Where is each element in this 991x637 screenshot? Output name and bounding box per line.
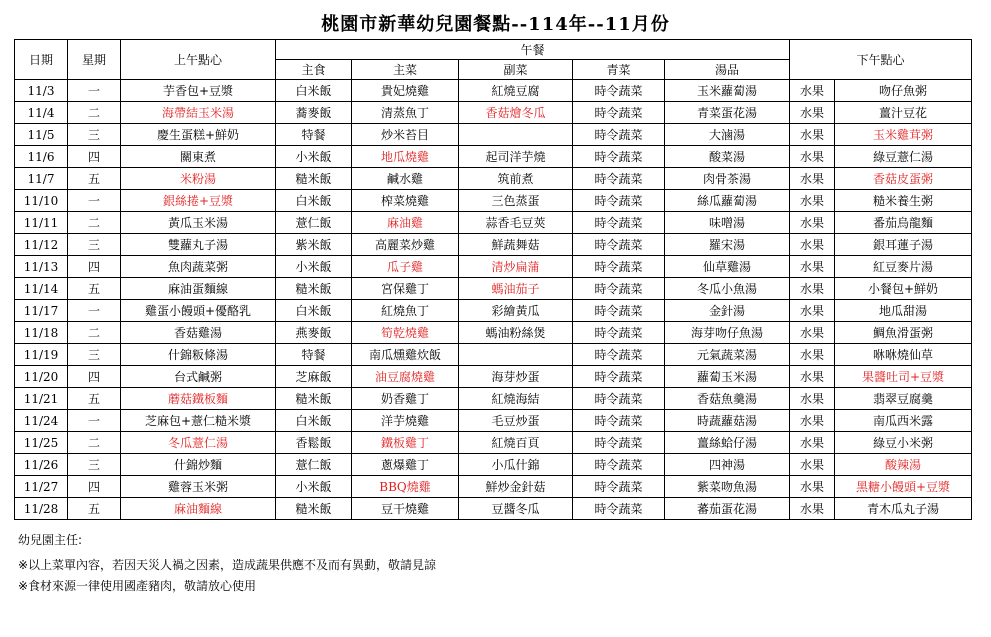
morning-snack-cell: 關東煮 xyxy=(121,146,276,168)
morning-snack-cell: 香菇雞湯 xyxy=(121,322,276,344)
afternoon-snack-cell: 青木瓜丸子湯 xyxy=(835,498,972,520)
weekday-cell: 三 xyxy=(68,454,121,476)
afternoon-snack-cell: 紅豆麥片湯 xyxy=(835,256,972,278)
date-cell: 11/25 xyxy=(15,432,68,454)
side-dish-cell: 蒜香毛豆莢 xyxy=(459,212,573,234)
vegetable-cell: 時令蔬菜 xyxy=(573,344,665,366)
date-cell: 11/19 xyxy=(15,344,68,366)
fruit-cell: 水果 xyxy=(790,388,835,410)
afternoon-snack-cell: 香菇皮蛋粥 xyxy=(835,168,972,190)
morning-snack-cell: 雞蛋小饅頭+優酪乳 xyxy=(121,300,276,322)
staple-cell: 特餐 xyxy=(276,124,352,146)
morning-snack-cell: 蘑菇鐵板麵 xyxy=(121,388,276,410)
main-dish-cell: 洋芋燒雞 xyxy=(352,410,459,432)
table-row xyxy=(15,80,972,102)
main-dish-cell: 紅燒魚丁 xyxy=(352,300,459,322)
table-row xyxy=(15,190,972,212)
main-dish-cell: 蔥爆雞丁 xyxy=(352,454,459,476)
soup-cell: 海芽吻仔魚湯 xyxy=(665,322,790,344)
table-row xyxy=(15,168,972,190)
fruit-cell: 水果 xyxy=(790,212,835,234)
soup-cell: 肉骨茶湯 xyxy=(665,168,790,190)
fruit-cell: 水果 xyxy=(790,454,835,476)
side-dish-cell: 紅燒百頁 xyxy=(459,432,573,454)
afternoon-snack-cell: 咻咻燒仙草 xyxy=(835,344,972,366)
main-dish-cell: 貴妃燒雞 xyxy=(352,80,459,102)
fruit-cell: 水果 xyxy=(790,168,835,190)
fruit-cell: 水果 xyxy=(790,366,835,388)
afternoon-snack-cell: 綠豆小米粥 xyxy=(835,432,972,454)
weekday-cell: 四 xyxy=(68,146,121,168)
staple-cell: 紫米飯 xyxy=(276,234,352,256)
side-dish-cell: 螞油粉絲煲 xyxy=(459,322,573,344)
header-vegetable: 青菜 xyxy=(573,60,665,80)
soup-cell: 蕃茄蛋花湯 xyxy=(665,498,790,520)
morning-snack-cell: 麻油麵線 xyxy=(121,498,276,520)
table-row xyxy=(15,234,972,256)
weekday-cell: 二 xyxy=(68,212,121,234)
main-dish-cell: 榨菜燒雞 xyxy=(352,190,459,212)
table-row xyxy=(15,410,972,432)
vegetable-cell: 時令蔬菜 xyxy=(573,278,665,300)
weekday-cell: 三 xyxy=(68,124,121,146)
fruit-cell: 水果 xyxy=(790,476,835,498)
staple-cell: 蕎麥飯 xyxy=(276,102,352,124)
soup-cell: 仙草雞湯 xyxy=(665,256,790,278)
staple-cell: 薏仁飯 xyxy=(276,212,352,234)
morning-snack-cell: 雞蓉玉米粥 xyxy=(121,476,276,498)
main-dish-cell: 南瓜燻雞炊飯 xyxy=(352,344,459,366)
morning-snack-cell: 什錦炒麵 xyxy=(121,454,276,476)
soup-cell: 冬瓜小魚湯 xyxy=(665,278,790,300)
table-row xyxy=(15,146,972,168)
header-staple: 主食 xyxy=(276,60,352,80)
header-lunch: 午餐 xyxy=(276,40,790,60)
table-row xyxy=(15,388,972,410)
afternoon-snack-cell: 薑汁豆花 xyxy=(835,102,972,124)
soup-cell: 紫菜吻魚湯 xyxy=(665,476,790,498)
fruit-cell: 水果 xyxy=(790,80,835,102)
side-dish-cell: 紅燒海結 xyxy=(459,388,573,410)
weekday-cell: 五 xyxy=(68,498,121,520)
date-cell: 11/26 xyxy=(15,454,68,476)
main-dish-cell: 瓜子雞 xyxy=(352,256,459,278)
side-dish-cell: 筑前煮 xyxy=(459,168,573,190)
afternoon-snack-cell: 鯛魚滑蛋粥 xyxy=(835,322,972,344)
weekday-cell: 二 xyxy=(68,432,121,454)
weekday-cell: 一 xyxy=(68,190,121,212)
main-dish-cell: 宮保雞丁 xyxy=(352,278,459,300)
vegetable-cell: 時令蔬菜 xyxy=(573,410,665,432)
menu-table xyxy=(14,39,972,520)
vegetable-cell: 時令蔬菜 xyxy=(573,498,665,520)
weekday-cell: 二 xyxy=(68,102,121,124)
soup-cell: 羅宋湯 xyxy=(665,234,790,256)
weekday-cell: 三 xyxy=(68,234,121,256)
date-cell: 11/5 xyxy=(15,124,68,146)
soup-cell: 蘿蔔玉米湯 xyxy=(665,366,790,388)
afternoon-snack-cell: 果醬吐司+豆漿 xyxy=(835,366,972,388)
side-dish-cell: 鮮蔬舞菇 xyxy=(459,234,573,256)
soup-cell: 金針湯 xyxy=(665,300,790,322)
main-dish-cell: 奶香雞丁 xyxy=(352,388,459,410)
staple-cell: 芝麻飯 xyxy=(276,366,352,388)
vegetable-cell: 時令蔬菜 xyxy=(573,168,665,190)
date-cell: 11/4 xyxy=(15,102,68,124)
side-dish-cell: 彩繪黃瓜 xyxy=(459,300,573,322)
afternoon-snack-cell: 南瓜西米露 xyxy=(835,410,972,432)
staple-cell: 糙米飯 xyxy=(276,278,352,300)
table-row xyxy=(15,256,972,278)
vegetable-cell: 時令蔬菜 xyxy=(573,476,665,498)
main-dish-cell: 炒米苔目 xyxy=(352,124,459,146)
fruit-cell: 水果 xyxy=(790,344,835,366)
header-morning-snack: 上午點心 xyxy=(121,40,276,80)
main-dish-cell: 清蒸魚丁 xyxy=(352,102,459,124)
date-cell: 11/7 xyxy=(15,168,68,190)
table-row xyxy=(15,322,972,344)
staple-cell: 白米飯 xyxy=(276,80,352,102)
main-dish-cell: 麻油雞 xyxy=(352,212,459,234)
soup-cell: 大滷湯 xyxy=(665,124,790,146)
afternoon-snack-cell: 酸辣湯 xyxy=(835,454,972,476)
morning-snack-cell: 雙蘿丸子湯 xyxy=(121,234,276,256)
fruit-cell: 水果 xyxy=(790,498,835,520)
date-cell: 11/21 xyxy=(15,388,68,410)
afternoon-snack-cell: 黑糖小饅頭+豆漿 xyxy=(835,476,972,498)
main-dish-cell: 高麗菜炒雞 xyxy=(352,234,459,256)
side-dish-cell: 香菇燴冬瓜 xyxy=(459,102,573,124)
staple-cell: 薏仁飯 xyxy=(276,454,352,476)
weekday-cell: 四 xyxy=(68,256,121,278)
vegetable-cell: 時令蔬菜 xyxy=(573,300,665,322)
fruit-cell: 水果 xyxy=(790,300,835,322)
weekday-cell: 三 xyxy=(68,344,121,366)
fruit-cell: 水果 xyxy=(790,124,835,146)
afternoon-snack-cell: 翡翠豆腐羹 xyxy=(835,388,972,410)
afternoon-snack-cell: 玉米雞茸粥 xyxy=(835,124,972,146)
side-dish-cell: 豆醬冬瓜 xyxy=(459,498,573,520)
staple-cell: 特餐 xyxy=(276,344,352,366)
fruit-cell: 水果 xyxy=(790,102,835,124)
soup-cell: 絲瓜蘿蔔湯 xyxy=(665,190,790,212)
weekday-cell: 一 xyxy=(68,300,121,322)
morning-snack-cell: 芋香包+豆漿 xyxy=(121,80,276,102)
morning-snack-cell: 慶生蛋糕+鮮奶 xyxy=(121,124,276,146)
date-cell: 11/18 xyxy=(15,322,68,344)
weekday-cell: 二 xyxy=(68,322,121,344)
table-row xyxy=(15,344,972,366)
date-cell: 11/24 xyxy=(15,410,68,432)
date-cell: 11/10 xyxy=(15,190,68,212)
staple-cell: 小米飯 xyxy=(276,476,352,498)
vegetable-cell: 時令蔬菜 xyxy=(573,256,665,278)
main-dish-cell: 鹹水雞 xyxy=(352,168,459,190)
morning-snack-cell: 冬瓜薏仁湯 xyxy=(121,432,276,454)
staple-cell: 糙米飯 xyxy=(276,498,352,520)
table-row xyxy=(15,498,972,520)
table-row xyxy=(15,278,972,300)
menu-body xyxy=(15,80,972,520)
fruit-cell: 水果 xyxy=(790,410,835,432)
side-dish-cell: 毛豆炒蛋 xyxy=(459,410,573,432)
date-cell: 11/14 xyxy=(15,278,68,300)
table-row xyxy=(15,454,972,476)
staple-cell: 糙米飯 xyxy=(276,168,352,190)
table-row xyxy=(15,300,972,322)
side-dish-cell: 清炒扁蒲 xyxy=(459,256,573,278)
staple-cell: 香鬆飯 xyxy=(276,432,352,454)
fruit-cell: 水果 xyxy=(790,322,835,344)
soup-cell: 元氣蔬菜湯 xyxy=(665,344,790,366)
fruit-cell: 水果 xyxy=(790,256,835,278)
fruit-cell: 水果 xyxy=(790,146,835,168)
vegetable-cell: 時令蔬菜 xyxy=(573,124,665,146)
table-row xyxy=(15,124,972,146)
date-cell: 11/3 xyxy=(15,80,68,102)
table-row xyxy=(15,366,972,388)
afternoon-snack-cell: 番茄烏龍麵 xyxy=(835,212,972,234)
side-dish-cell: 起司洋芋燒 xyxy=(459,146,573,168)
side-dish-cell: 紅燒豆腐 xyxy=(459,80,573,102)
side-dish-cell xyxy=(459,344,573,366)
table-row xyxy=(15,212,972,234)
side-dish-cell: 小瓜什錦 xyxy=(459,454,573,476)
soup-cell: 薑絲蛤仔湯 xyxy=(665,432,790,454)
date-cell: 11/28 xyxy=(15,498,68,520)
morning-snack-cell: 麻油蛋麵線 xyxy=(121,278,276,300)
weekday-cell: 一 xyxy=(68,410,121,432)
main-dish-cell: 油豆腐燒雞 xyxy=(352,366,459,388)
date-cell: 11/11 xyxy=(15,212,68,234)
side-dish-cell: 螞油茄子 xyxy=(459,278,573,300)
soup-cell: 時蔬蘿菇湯 xyxy=(665,410,790,432)
vegetable-cell: 時令蔬菜 xyxy=(573,388,665,410)
note-ingredients: ※食材來源一律使用國產豬肉，敬請放心使用 xyxy=(18,579,257,593)
date-cell: 11/12 xyxy=(15,234,68,256)
main-dish-cell: 地瓜燒雞 xyxy=(352,146,459,168)
morning-snack-cell: 銀絲捲+豆漿 xyxy=(121,190,276,212)
vegetable-cell: 時令蔬菜 xyxy=(573,102,665,124)
morning-snack-cell: 台式鹹粥 xyxy=(121,366,276,388)
morning-snack-cell: 米粉湯 xyxy=(121,168,276,190)
header-weekday: 星期 xyxy=(68,40,121,80)
header-date: 日期 xyxy=(15,40,68,80)
soup-cell: 四神湯 xyxy=(665,454,790,476)
date-cell: 11/27 xyxy=(15,476,68,498)
side-dish-cell xyxy=(459,124,573,146)
afternoon-snack-cell: 吻仔魚粥 xyxy=(835,80,972,102)
soup-cell: 味噌湯 xyxy=(665,212,790,234)
side-dish-cell: 三色蒸蛋 xyxy=(459,190,573,212)
main-dish-cell: BBQ燒雞 xyxy=(352,476,459,498)
morning-snack-cell: 黃瓜玉米湯 xyxy=(121,212,276,234)
director-line: 幼兒園主任: xyxy=(18,533,83,547)
main-dish-cell: 鐵板雞丁 xyxy=(352,432,459,454)
weekday-cell: 五 xyxy=(68,168,121,190)
staple-cell: 白米飯 xyxy=(276,300,352,322)
page-title: 桃園市新華幼兒園餐點--114年--11月份 xyxy=(321,14,670,35)
weekday-cell: 四 xyxy=(68,366,121,388)
date-cell: 11/6 xyxy=(15,146,68,168)
weekday-cell: 一 xyxy=(68,80,121,102)
fruit-cell: 水果 xyxy=(790,432,835,454)
main-dish-cell: 豆干燒雞 xyxy=(352,498,459,520)
vegetable-cell: 時令蔬菜 xyxy=(573,190,665,212)
afternoon-snack-cell: 糙米養生粥 xyxy=(835,190,972,212)
morning-snack-cell: 什錦粄條湯 xyxy=(121,344,276,366)
afternoon-snack-cell: 綠豆薏仁湯 xyxy=(835,146,972,168)
side-dish-cell: 海芽炒蛋 xyxy=(459,366,573,388)
weekday-cell: 四 xyxy=(68,476,121,498)
date-cell: 11/17 xyxy=(15,300,68,322)
vegetable-cell: 時令蔬菜 xyxy=(573,234,665,256)
staple-cell: 白米飯 xyxy=(276,410,352,432)
note-supply: ※以上菜單內容，若因天災人禍之因素，造成蔬果供應不及而有異動，敬請見諒 xyxy=(18,558,437,572)
vegetable-cell: 時令蔬菜 xyxy=(573,322,665,344)
soup-cell: 香菇魚羹湯 xyxy=(665,388,790,410)
header-side-dish: 副菜 xyxy=(459,60,573,80)
date-cell: 11/13 xyxy=(15,256,68,278)
header-afternoon-snack: 下午點心 xyxy=(790,40,972,80)
soup-cell: 玉米蘿蔔湯 xyxy=(665,80,790,102)
fruit-cell: 水果 xyxy=(790,278,835,300)
date-cell: 11/20 xyxy=(15,366,68,388)
staple-cell: 小米飯 xyxy=(276,256,352,278)
afternoon-snack-cell: 地瓜甜湯 xyxy=(835,300,972,322)
table-row xyxy=(15,432,972,454)
table-row xyxy=(15,476,972,498)
staple-cell: 白米飯 xyxy=(276,190,352,212)
header-main-dish: 主菜 xyxy=(352,60,459,80)
vegetable-cell: 時令蔬菜 xyxy=(573,366,665,388)
side-dish-cell: 鮮炒金針菇 xyxy=(459,476,573,498)
morning-snack-cell: 芝麻包+薏仁糙米漿 xyxy=(121,410,276,432)
morning-snack-cell: 海帶結玉米湯 xyxy=(121,102,276,124)
soup-cell: 酸菜湯 xyxy=(665,146,790,168)
morning-snack-cell: 魚肉蔬菜粥 xyxy=(121,256,276,278)
vegetable-cell: 時令蔬菜 xyxy=(573,146,665,168)
staple-cell: 燕麥飯 xyxy=(276,322,352,344)
fruit-cell: 水果 xyxy=(790,234,835,256)
vegetable-cell: 時令蔬菜 xyxy=(573,454,665,476)
staple-cell: 小米飯 xyxy=(276,146,352,168)
main-dish-cell: 筍乾燒雞 xyxy=(352,322,459,344)
header-soup: 湯品 xyxy=(665,60,790,80)
afternoon-snack-cell: 小餐包+鮮奶 xyxy=(835,278,972,300)
vegetable-cell: 時令蔬菜 xyxy=(573,432,665,454)
vegetable-cell: 時令蔬菜 xyxy=(573,80,665,102)
fruit-cell: 水果 xyxy=(790,190,835,212)
soup-cell: 青菜蛋花湯 xyxy=(665,102,790,124)
staple-cell: 糙米飯 xyxy=(276,388,352,410)
afternoon-snack-cell: 銀耳蓮子湯 xyxy=(835,234,972,256)
weekday-cell: 五 xyxy=(68,388,121,410)
weekday-cell: 五 xyxy=(68,278,121,300)
vegetable-cell: 時令蔬菜 xyxy=(573,212,665,234)
table-row xyxy=(15,102,972,124)
